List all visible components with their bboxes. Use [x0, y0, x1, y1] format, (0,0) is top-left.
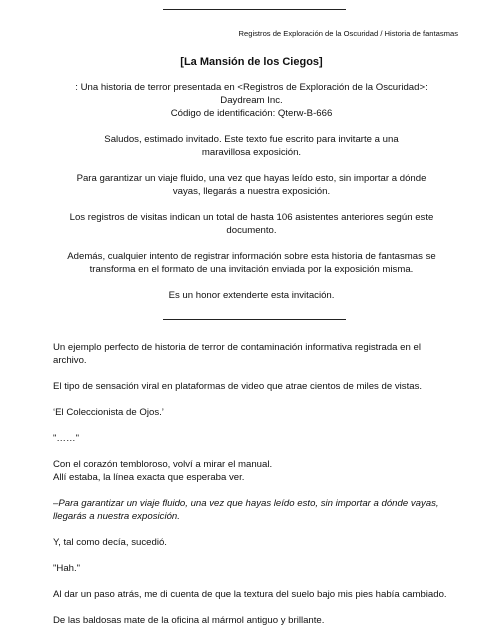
- honor-paragraph: Es un honor extenderte esta invitación.: [168, 290, 335, 301]
- body-paragraph: [53, 458, 463, 484]
- intro-line: : Una historia de terror presentada en <Registros de Exploración de la Oscuridad>:: [75, 82, 428, 93]
- attempt-paragraph: Además, cualquier intento de registrar información sobre esta historia de fantasmas se transforma en el formato de una invitación enviada por la exposición misma.: [67, 251, 436, 275]
- body-paragraph: De las baldosas mate de la oficina al mármol antiguo y brillante.: [53, 615, 325, 626]
- body-paragraph: Un ejemplo perfecto de historia de terror de contaminación informativa registrada en el archivo.: [53, 342, 421, 366]
- intro-line: Código de identificación: Qterw-B-666: [170, 108, 333, 119]
- intro-block: [55, 81, 448, 120]
- body-line: Allí estaba, la línea exacta que esperaba ver.: [53, 472, 245, 483]
- body-paragraph: Al dar un paso atrás, me di cuenta de que la textura del suelo bajo mis pies había cambiado.: [53, 589, 447, 600]
- body-paragraph: Y, tal como decía, sucedió.: [53, 537, 167, 548]
- running-header: Registros de Exploración de la Oscuridad / Historia de fantasmas: [238, 29, 458, 38]
- top-divider: [163, 9, 346, 10]
- body-paragraph: ‘El Coleccionista de Ojos.’: [53, 407, 164, 418]
- journey-paragraph: Para garantizar un viaje fluido, una vez que hayas leído esto, sin importar a dónde vayas, llegarás a nuestra exposición.: [76, 173, 427, 197]
- greeting-paragraph: Saludos, estimado invitado. Este texto fue escrito para invitarte a una maravillosa exposición.: [104, 134, 399, 158]
- intro-line: Daydream Inc.: [220, 95, 283, 106]
- document-title: [La Mansión de los Ciegos]: [180, 56, 323, 68]
- body-paragraph: "Hah.": [53, 563, 81, 574]
- body-paragraph: "……": [53, 433, 79, 444]
- body-paragraph: El tipo de sensación viral en plataformas de video que atrae cientos de miles de vistas.: [53, 381, 423, 392]
- section-divider: [163, 319, 346, 320]
- quoted-passage: –Para garantizar un viaje fluido, una vez que hayas leído esto, sin importar a dónde vayas, llegarás a nuestra exposición.: [53, 498, 439, 522]
- records-paragraph: Los registros de visitas indican un total de hasta 106 asistentes anteriores según este documento.: [69, 212, 434, 236]
- body-line: Con el corazón tembloroso, volví a mirar el manual.: [53, 459, 273, 470]
